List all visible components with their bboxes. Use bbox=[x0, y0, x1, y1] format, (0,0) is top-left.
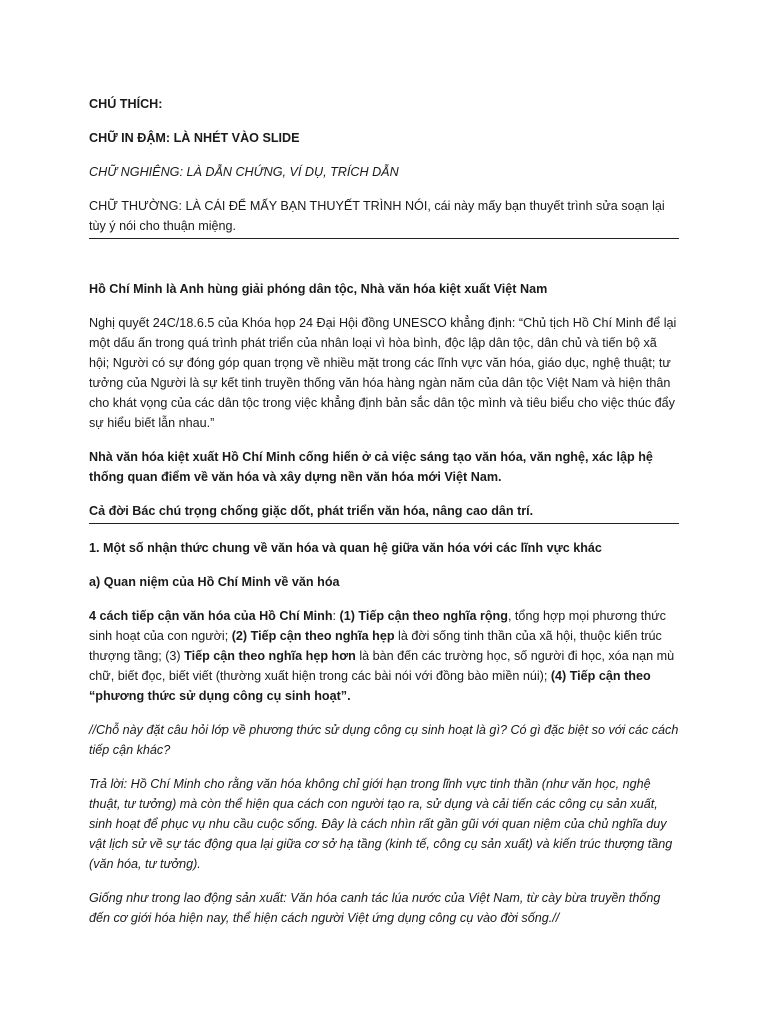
legend-italic-note: CHỮ NGHIÊNG: LÀ DẪN CHỨNG, VÍ DỤ, TRÍCH DẪN bbox=[89, 165, 399, 179]
approach-3: Tiếp cận theo nghĩa hẹp hơn bbox=[184, 649, 356, 663]
unesco-resolution-paragraph: Nghị quyết 24C/18.6.5 của Khóa họp 24 Đại Hội đồng UNESCO khẳng định: “Chủ tịch Hồ Chí Minh để lại một dấu ấn trong quá trình phát triển của nhân loại vì hòa bình, độc lập dân tộc, dân chủ và tiến bộ xã hội; Người có sự đóng góp quan trọng về nhiều mặt trong các lĩnh vực văn hóa, giáo dục, nghệ thuật; tư tưởng của Người là sự kết tinh truyền thống văn hóa hàng ngàn năm của dân tộc Việt Nam và hiện thân cho khát vọng của các dân tộc trong việc khẳng định bản sắc dân tộc mình và tiêu biểu cho việc thúc đẩy sự hiểu biết lẫn nhau.” bbox=[89, 316, 677, 430]
section-subheading: a) Quan niệm của Hồ Chí Minh về văn hóa bbox=[89, 575, 340, 589]
legend-title: CHÚ THÍCH: bbox=[89, 97, 163, 111]
approaches-text-4: là bàn đến các trường học, số người đi học, xóa nạn mù chữ, biết đọc, biết viết (thường xuất hiện trong các bài nói với đồng bào miền núi); bbox=[89, 649, 675, 683]
intro-heading: Hồ Chí Minh là Anh hùng giải phóng dân tộc, Nhà văn hóa kiệt xuất Việt Nam bbox=[89, 282, 548, 296]
approach-2: (2) Tiếp cận theo nghĩa hẹp bbox=[231, 629, 395, 643]
question-paragraph: //Chỗ này đặt câu hỏi lớp về phương thức sử dụng công cụ sinh hoạt là gì? Có gì đặc biệt so với các cách tiếp cận khác? bbox=[89, 723, 679, 757]
legend-bold-note: CHỮ IN ĐẬM: LÀ NHÉT VÀO SLIDE bbox=[89, 131, 300, 145]
example-paragraph: Giống như trong lao động sản xuất: Văn hóa canh tác lúa nước của Việt Nam, từ cày bừa truyền thống đến cơ giới hóa hiện nay, thể hiện cách người Việt ứng dụng công cụ vào đời sống.// bbox=[89, 891, 661, 925]
answer-paragraph: Trả lời: Hồ Chí Minh cho rằng văn hóa không chỉ giới hạn trong lĩnh vực tinh thần (như văn học, nghệ thuật, tư tưởng) mà còn thể hiện qua cách con người tạo ra, sử dụng và cải tiến các công cụ sản xuất, sinh hoạt để phục vụ nhu cầu cuộc sống. Đây là cách nhìn rất gần gũi với quan niệm của chủ nghĩa duy vật lịch sử về sự tác động qua lại giữa cơ sở hạ tầng (kinh tế, công cụ sản xuất) và kiến trúc thượng tầng (văn hóa, tư tưởng). bbox=[89, 777, 673, 871]
approaches-lead: 4 cách tiếp cận văn hóa của Hồ Chí Minh bbox=[89, 609, 333, 623]
legend-regular-note: CHỮ THƯỜNG: LÀ CÁI ĐỂ MẤY BẠN THUYẾT TRÌNH NÓI, cái này mấy bạn thuyết trình sửa soạn lại tùy ý nói cho thuận miệng. bbox=[89, 196, 679, 239]
document-page bbox=[89, 94, 679, 928]
section-heading: 1. Một số nhận thức chung về văn hóa và quan hệ giữa văn hóa với các lĩnh vực khác bbox=[89, 541, 602, 555]
approaches-text-1: : bbox=[332, 609, 340, 623]
approaches-text-2: , tổng hợp mọi phương thức sinh hoạt của con người; bbox=[89, 609, 666, 643]
lifelong-paragraph: Cả đời Bác chú trọng chống giặc dốt, phát triển văn hóa, nâng cao dân trí. bbox=[89, 501, 679, 524]
approaches-paragraph bbox=[89, 606, 679, 706]
approaches-text-3: là đời sống tinh thần của xã hội, thuộc kiến trúc thượng tầng; (3) bbox=[89, 629, 662, 663]
contribution-paragraph: Nhà văn hóa kiệt xuất Hồ Chí Minh cống hiến ở cả việc sáng tạo văn hóa, văn nghệ, xác lập hệ thống quan điểm về văn hóa và xây dựng nền văn hóa mới Việt Nam. bbox=[89, 450, 653, 484]
approach-4: (4) Tiếp cận theo “phương thức sử dụng công cụ sinh hoạt”. bbox=[89, 669, 651, 703]
approach-1: (1) Tiếp cận theo nghĩa rộng bbox=[339, 609, 508, 623]
